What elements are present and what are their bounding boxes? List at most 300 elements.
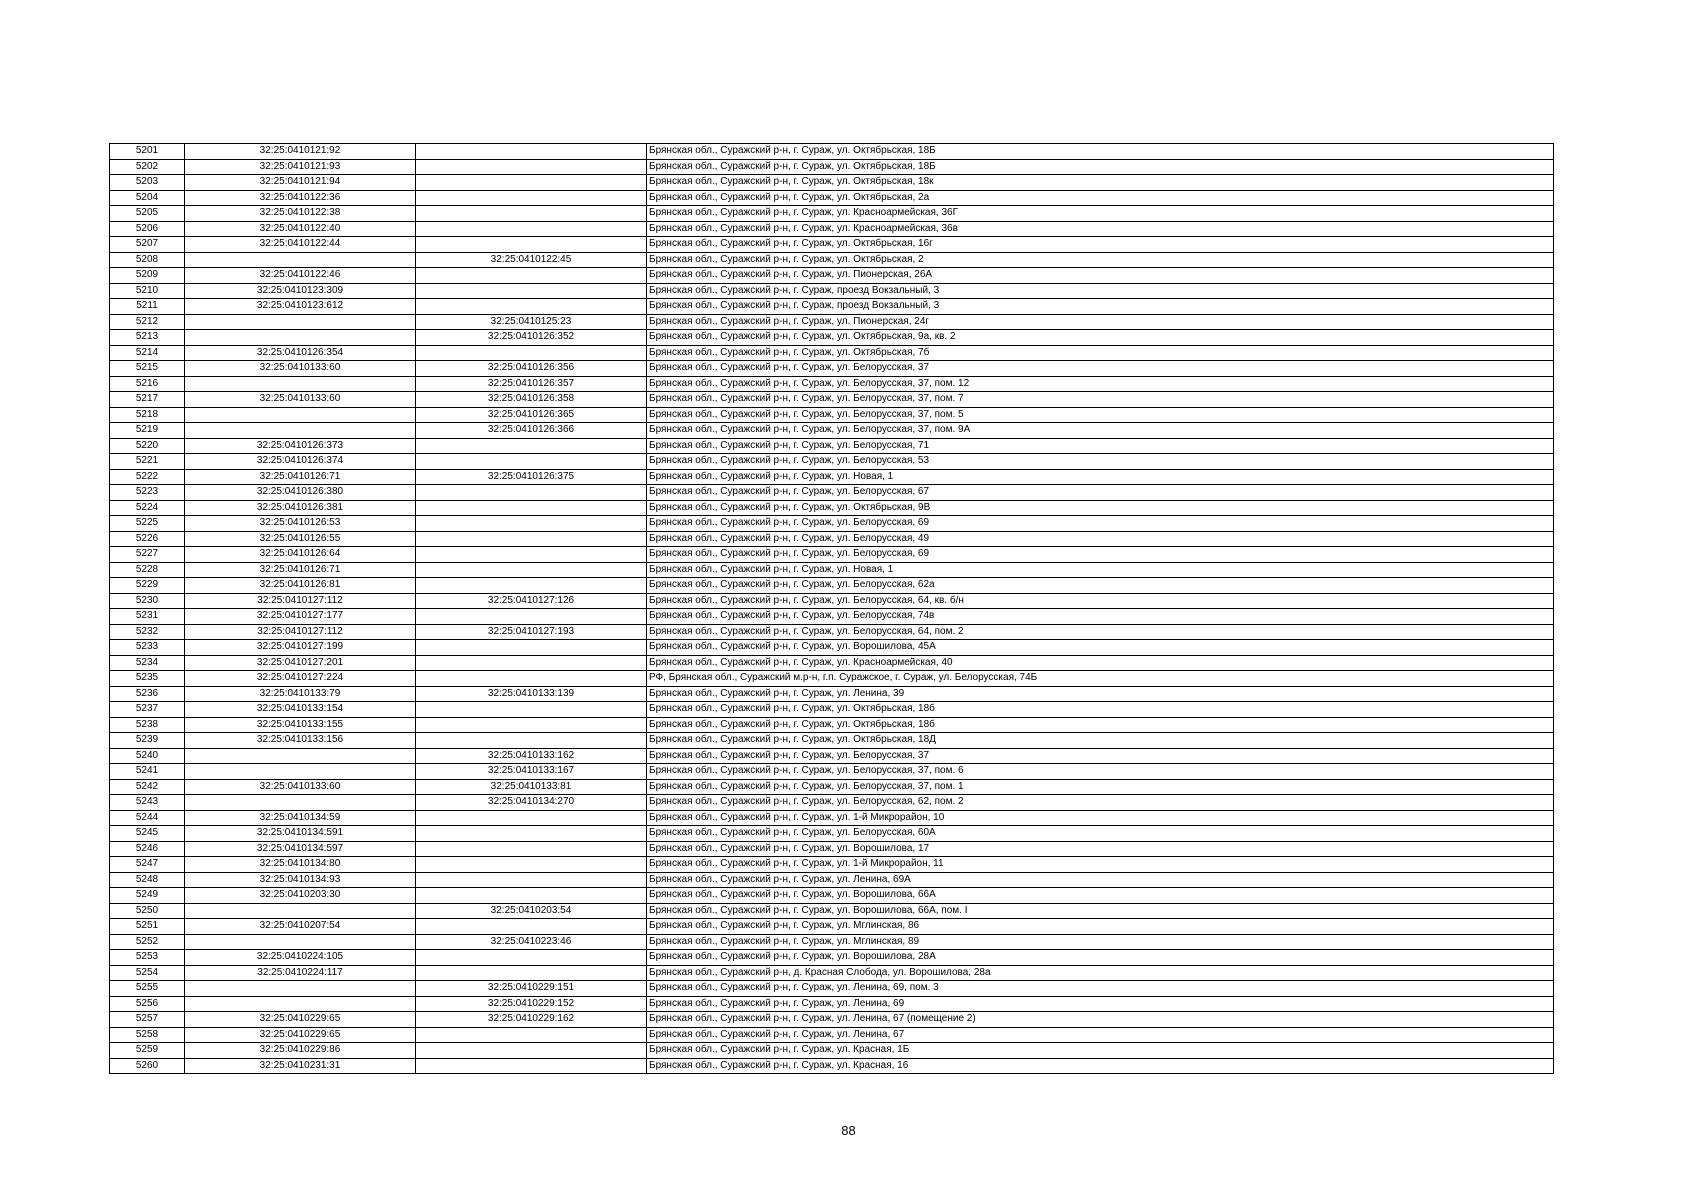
table-row	[110, 733, 1554, 749]
address-cell: Брянская обл., Суражский р-н, г. Сураж, ул. Пионерская, 26А	[647, 268, 1554, 284]
row-number-cell: 5211	[110, 299, 185, 315]
parent-cadastral-number-cell	[416, 345, 647, 361]
cadastral-number-cell: 32:25:0410126:380	[185, 485, 416, 501]
address-cell: Брянская обл., Суражский р-н, г. Сураж, ул. Октябрьская, 9В	[647, 500, 1554, 516]
parent-cadastral-number-cell	[416, 190, 647, 206]
row-number-cell: 5257	[110, 1012, 185, 1028]
table-row	[110, 345, 1554, 361]
cadastral-number-cell: 32:25:0410203:30	[185, 888, 416, 904]
parent-cadastral-number-cell: 32:25:0410125:23	[416, 314, 647, 330]
table-row	[110, 593, 1554, 609]
cadastral-number-cell	[185, 795, 416, 811]
cadastral-number-cell: 32:25:0410224:117	[185, 965, 416, 981]
row-number-cell: 5223	[110, 485, 185, 501]
cadastral-number-cell: 32:25:0410126:55	[185, 531, 416, 547]
row-number-cell: 5225	[110, 516, 185, 532]
cadastral-number-cell: 32:25:0410133:79	[185, 686, 416, 702]
parent-cadastral-number-cell	[416, 516, 647, 532]
address-cell: Брянская обл., Суражский р-н, г. Сураж, ул. Белорусская, 64, кв. б/н	[647, 593, 1554, 609]
row-number-cell: 5236	[110, 686, 185, 702]
address-cell: Брянская обл., Суражский р-н, г. Сураж, ул. Октябрьская, 18б	[647, 717, 1554, 733]
row-number-cell: 5210	[110, 283, 185, 299]
address-cell: Брянская обл., Суражский р-н, г. Сураж, ул. 1-й Микрорайон, 11	[647, 857, 1554, 873]
address-cell: Брянская обл., Суражский р-н, г. Сураж, ул. Новая, 1	[647, 469, 1554, 485]
table-row	[110, 454, 1554, 470]
address-cell: Брянская обл., Суражский р-н, г. Сураж, ул. Белорусская, 37, пом. 1	[647, 779, 1554, 795]
address-cell: Брянская обл., Суражский р-н, г. Сураж, ул. Ленина, 69А	[647, 872, 1554, 888]
row-number-cell: 5254	[110, 965, 185, 981]
cadastral-number-cell	[185, 903, 416, 919]
table-row	[110, 578, 1554, 594]
parent-cadastral-number-cell	[416, 872, 647, 888]
table-row	[110, 919, 1554, 935]
address-cell: Брянская обл., Суражский р-н, г. Сураж, ул. Красноармейская, 40	[647, 655, 1554, 671]
cadastral-number-cell	[185, 314, 416, 330]
parent-cadastral-number-cell	[416, 826, 647, 842]
address-cell: Брянская обл., Суражский р-н, г. Сураж, ул. Пионерская, 24г	[647, 314, 1554, 330]
table-row	[110, 361, 1554, 377]
cadastral-number-cell: 32:25:0410121:93	[185, 159, 416, 175]
row-number-cell: 5224	[110, 500, 185, 516]
address-cell: Брянская обл., Суражский р-н, г. Сураж, ул. Октябрьская, 2а	[647, 190, 1554, 206]
address-cell: Брянская обл., Суражский р-н, г. Сураж, ул. Новая, 1	[647, 562, 1554, 578]
parent-cadastral-number-cell	[416, 438, 647, 454]
parent-cadastral-number-cell	[416, 919, 647, 935]
parent-cadastral-number-cell: 32:25:0410126:366	[416, 423, 647, 439]
table-row	[110, 934, 1554, 950]
parent-cadastral-number-cell	[416, 671, 647, 687]
row-number-cell: 5205	[110, 206, 185, 222]
address-cell: Брянская обл., Суражский р-н, г. Сураж, ул. Ленина, 69	[647, 996, 1554, 1012]
table-row	[110, 810, 1554, 826]
parent-cadastral-number-cell: 32:25:0410133:167	[416, 764, 647, 780]
cadastral-number-cell: 32:25:0410134:591	[185, 826, 416, 842]
parent-cadastral-number-cell: 32:25:0410229:162	[416, 1012, 647, 1028]
table-row	[110, 764, 1554, 780]
address-cell: Брянская обл., Суражский р-н, г. Сураж, ул. Октябрьская, 9а, кв. 2	[647, 330, 1554, 346]
cadastral-number-cell: 32:25:0410229:65	[185, 1027, 416, 1043]
parent-cadastral-number-cell	[416, 1043, 647, 1059]
cadastral-number-cell: 32:25:0410126:64	[185, 547, 416, 563]
table-row	[110, 1012, 1554, 1028]
cadastral-number-cell	[185, 764, 416, 780]
address-cell: Брянская обл., Суражский р-н, г. Сураж, ул. Мглинская, 89	[647, 934, 1554, 950]
address-cell: Брянская обл., Суражский р-н, г. Сураж, ул. Белорусская, 69	[647, 547, 1554, 563]
row-number-cell: 5256	[110, 996, 185, 1012]
row-number-cell: 5215	[110, 361, 185, 377]
table-row	[110, 485, 1554, 501]
row-number-cell: 5259	[110, 1043, 185, 1059]
table-row	[110, 407, 1554, 423]
cadastral-number-cell: 32:25:0410133:60	[185, 392, 416, 408]
row-number-cell: 5227	[110, 547, 185, 563]
parent-cadastral-number-cell: 32:25:0410126:356	[416, 361, 647, 377]
cadastral-number-cell: 32:25:0410133:60	[185, 361, 416, 377]
cadastral-number-cell: 32:25:0410134:59	[185, 810, 416, 826]
parent-cadastral-number-cell	[416, 144, 647, 160]
table-row	[110, 686, 1554, 702]
address-cell: Брянская обл., Суражский р-н, г. Сураж, ул. Красная, 1Б	[647, 1043, 1554, 1059]
cadastral-number-cell: 32:25:0410122:40	[185, 221, 416, 237]
cadastral-number-cell: 32:25:0410207:54	[185, 919, 416, 935]
address-cell: Брянская обл., Суражский р-н, г. Сураж, ул. Ворошилова, 45А	[647, 640, 1554, 656]
row-number-cell: 5231	[110, 609, 185, 625]
address-cell: Брянская обл., Суражский р-н, г. Сураж, проезд Вокзальный, 3	[647, 283, 1554, 299]
cadastral-number-cell: 32:25:0410133:155	[185, 717, 416, 733]
table-row	[110, 609, 1554, 625]
parent-cadastral-number-cell	[416, 159, 647, 175]
row-number-cell: 5209	[110, 268, 185, 284]
row-number-cell: 5212	[110, 314, 185, 330]
row-number-cell: 5239	[110, 733, 185, 749]
table-row	[110, 795, 1554, 811]
parent-cadastral-number-cell	[416, 702, 647, 718]
address-cell: Брянская обл., Суражский р-н, г. Сураж, ул. Белорусская, 69	[647, 516, 1554, 532]
cadastral-number-cell	[185, 934, 416, 950]
row-number-cell: 5252	[110, 934, 185, 950]
row-number-cell: 5203	[110, 175, 185, 191]
row-number-cell: 5221	[110, 454, 185, 470]
row-number-cell: 5207	[110, 237, 185, 253]
parent-cadastral-number-cell: 32:25:0410126:358	[416, 392, 647, 408]
address-cell: Брянская обл., Суражский р-н, г. Сураж, ул. Красноармейская, 36Г	[647, 206, 1554, 222]
address-cell: Брянская обл., Суражский р-н, г. Сураж, ул. Белорусская, 62а	[647, 578, 1554, 594]
cadastral-number-cell: 32:25:0410126:81	[185, 578, 416, 594]
cadastral-number-cell: 32:25:0410127:112	[185, 593, 416, 609]
table-row	[110, 438, 1554, 454]
cadastral-number-cell	[185, 407, 416, 423]
table-row	[110, 314, 1554, 330]
address-cell: Брянская обл., Суражский р-н, г. Сураж, ул. Октябрьская, 18Д	[647, 733, 1554, 749]
cadastral-number-cell: 32:25:0410133:60	[185, 779, 416, 795]
address-cell: Брянская обл., Суражский р-н, г. Сураж, ул. Белорусская, 37	[647, 748, 1554, 764]
parent-cadastral-number-cell	[416, 206, 647, 222]
table-row	[110, 190, 1554, 206]
row-number-cell: 5206	[110, 221, 185, 237]
parent-cadastral-number-cell: 32:25:0410133:81	[416, 779, 647, 795]
address-cell: Брянская обл., Суражский р-н, г. Сураж, ул. Белорусская, 60А	[647, 826, 1554, 842]
table-row	[110, 826, 1554, 842]
page-number: 88	[841, 1123, 856, 1138]
row-number-cell: 5222	[110, 469, 185, 485]
table-row	[110, 702, 1554, 718]
parent-cadastral-number-cell	[416, 547, 647, 563]
cadastral-number-cell: 32:25:0410126:71	[185, 562, 416, 578]
row-number-cell: 5241	[110, 764, 185, 780]
parent-cadastral-number-cell	[416, 609, 647, 625]
parent-cadastral-number-cell	[416, 1058, 647, 1074]
parent-cadastral-number-cell: 32:25:0410134:270	[416, 795, 647, 811]
cadastral-number-cell: 32:25:0410231:31	[185, 1058, 416, 1074]
table-row	[110, 903, 1554, 919]
address-cell: Брянская обл., Суражский р-н, г. Сураж, ул. Ленина, 67	[647, 1027, 1554, 1043]
address-cell: Брянская обл., Суражский р-н, г. Сураж, ул. Белорусская, 71	[647, 438, 1554, 454]
cadastral-number-cell	[185, 330, 416, 346]
table-row	[110, 299, 1554, 315]
address-cell: Брянская обл., Суражский р-н, г. Сураж, ул. Белорусская, 67	[647, 485, 1554, 501]
registry-table	[109, 143, 1554, 1074]
cadastral-number-cell: 32:25:0410127:201	[185, 655, 416, 671]
cadastral-number-cell: 32:25:0410122:44	[185, 237, 416, 253]
address-cell: Брянская обл., Суражский р-н, г. Сураж, ул. Белорусская, 64, пом. 2	[647, 624, 1554, 640]
table-row	[110, 531, 1554, 547]
row-number-cell: 5250	[110, 903, 185, 919]
address-cell: Брянская обл., Суражский р-н, г. Сураж, ул. Красная, 16	[647, 1058, 1554, 1074]
parent-cadastral-number-cell: 32:25:0410126:365	[416, 407, 647, 423]
parent-cadastral-number-cell: 32:25:0410229:152	[416, 996, 647, 1012]
table-row	[110, 423, 1554, 439]
parent-cadastral-number-cell	[416, 531, 647, 547]
row-number-cell: 5201	[110, 144, 185, 160]
cadastral-number-cell: 32:25:0410224:105	[185, 950, 416, 966]
cadastral-number-cell: 32:25:0410123:309	[185, 283, 416, 299]
table-row	[110, 872, 1554, 888]
parent-cadastral-number-cell: 32:25:0410229:151	[416, 981, 647, 997]
row-number-cell: 5245	[110, 826, 185, 842]
table-row	[110, 237, 1554, 253]
cadastral-number-cell	[185, 423, 416, 439]
cadastral-number-cell: 32:25:0410126:374	[185, 454, 416, 470]
table-row	[110, 1027, 1554, 1043]
cadastral-number-cell: 32:25:0410134:93	[185, 872, 416, 888]
row-number-cell: 5260	[110, 1058, 185, 1074]
cadastral-number-cell: 32:25:0410126:71	[185, 469, 416, 485]
row-number-cell: 5216	[110, 376, 185, 392]
parent-cadastral-number-cell	[416, 965, 647, 981]
address-cell: Брянская обл., Суражский р-н, г. Сураж, ул. Октябрьская, 18Б	[647, 159, 1554, 175]
parent-cadastral-number-cell: 32:25:0410127:126	[416, 593, 647, 609]
parent-cadastral-number-cell	[416, 655, 647, 671]
cadastral-number-cell: 32:25:0410126:381	[185, 500, 416, 516]
row-number-cell: 5213	[110, 330, 185, 346]
table-row	[110, 175, 1554, 191]
row-number-cell: 5240	[110, 748, 185, 764]
parent-cadastral-number-cell	[416, 578, 647, 594]
row-number-cell: 5255	[110, 981, 185, 997]
parent-cadastral-number-cell	[416, 841, 647, 857]
cadastral-number-cell: 32:25:0410126:373	[185, 438, 416, 454]
cadastral-number-cell: 32:25:0410122:38	[185, 206, 416, 222]
address-cell: Брянская обл., Суражский р-н, г. Сураж, ул. Ворошилова, 28А	[647, 950, 1554, 966]
table-row	[110, 888, 1554, 904]
address-cell: Брянская обл., Суражский р-н, г. Сураж, проезд Вокзальный, 3	[647, 299, 1554, 315]
table-row	[110, 206, 1554, 222]
table-row	[110, 547, 1554, 563]
row-number-cell: 5246	[110, 841, 185, 857]
parent-cadastral-number-cell: 32:25:0410127:193	[416, 624, 647, 640]
address-cell: Брянская обл., Суражский р-н, г. Сураж, ул. Октябрьская, 18Б	[647, 144, 1554, 160]
parent-cadastral-number-cell: 32:25:0410126:357	[416, 376, 647, 392]
parent-cadastral-number-cell: 32:25:0410223:46	[416, 934, 647, 950]
row-number-cell: 5253	[110, 950, 185, 966]
table-row	[110, 469, 1554, 485]
table-row	[110, 981, 1554, 997]
parent-cadastral-number-cell	[416, 485, 647, 501]
table-row	[110, 562, 1554, 578]
cadastral-number-cell	[185, 748, 416, 764]
address-cell: Брянская обл., Суражский р-н, г. Сураж, ул. Белорусская, 37	[647, 361, 1554, 377]
row-number-cell: 5229	[110, 578, 185, 594]
row-number-cell: 5251	[110, 919, 185, 935]
table-row	[110, 655, 1554, 671]
row-number-cell: 5218	[110, 407, 185, 423]
cadastral-number-cell: 32:25:0410126:354	[185, 345, 416, 361]
parent-cadastral-number-cell	[416, 283, 647, 299]
cadastral-number-cell: 32:25:0410229:86	[185, 1043, 416, 1059]
table-row	[110, 144, 1554, 160]
table-row	[110, 500, 1554, 516]
cadastral-number-cell: 32:25:0410123:612	[185, 299, 416, 315]
cadastral-number-cell: 32:25:0410122:46	[185, 268, 416, 284]
row-number-cell: 5233	[110, 640, 185, 656]
address-cell: Брянская обл., Суражский р-н, г. Сураж, ул. Октябрьская, 7б	[647, 345, 1554, 361]
row-number-cell: 5217	[110, 392, 185, 408]
cadastral-number-cell	[185, 981, 416, 997]
table-row	[110, 950, 1554, 966]
cadastral-number-cell	[185, 376, 416, 392]
address-cell: Брянская обл., Суражский р-н, г. Сураж, ул. Красноармейская, 36в	[647, 221, 1554, 237]
address-cell: Брянская обл., Суражский р-н, г. Сураж, ул. Белорусская, 53	[647, 454, 1554, 470]
parent-cadastral-number-cell: 32:25:0410133:162	[416, 748, 647, 764]
address-cell: Брянская обл., Суражский р-н, г. Сураж, ул. 1-й Микрорайон, 10	[647, 810, 1554, 826]
table-row	[110, 376, 1554, 392]
parent-cadastral-number-cell: 32:25:0410133:139	[416, 686, 647, 702]
parent-cadastral-number-cell	[416, 500, 647, 516]
table-row	[110, 159, 1554, 175]
parent-cadastral-number-cell	[416, 175, 647, 191]
address-cell: Брянская обл., Суражский р-н, г. Сураж, ул. Белорусская, 37, пом. 6	[647, 764, 1554, 780]
row-number-cell: 5249	[110, 888, 185, 904]
cadastral-number-cell	[185, 252, 416, 268]
parent-cadastral-number-cell	[416, 1027, 647, 1043]
row-number-cell: 5247	[110, 857, 185, 873]
address-cell: Брянская обл., Суражский р-н, г. Сураж, ул. Белорусская, 37, пом. 5	[647, 407, 1554, 423]
row-number-cell: 5232	[110, 624, 185, 640]
row-number-cell: 5228	[110, 562, 185, 578]
row-number-cell: 5242	[110, 779, 185, 795]
cadastral-number-cell: 32:25:0410133:156	[185, 733, 416, 749]
cadastral-number-cell: 32:25:0410127:199	[185, 640, 416, 656]
address-cell: Брянская обл., Суражский р-н, г. Сураж, ул. Октябрьская, 18к	[647, 175, 1554, 191]
row-number-cell: 5208	[110, 252, 185, 268]
cadastral-number-cell: 32:25:0410134:80	[185, 857, 416, 873]
address-cell: Брянская обл., Суражский р-н, г. Сураж, ул. Ленина, 39	[647, 686, 1554, 702]
row-number-cell: 5244	[110, 810, 185, 826]
cadastral-number-cell: 32:25:0410122:36	[185, 190, 416, 206]
table-row	[110, 268, 1554, 284]
row-number-cell: 5258	[110, 1027, 185, 1043]
address-cell: Брянская обл., Суражский р-н, д. Красная Слобода, ул. Ворошилова, 28а	[647, 965, 1554, 981]
parent-cadastral-number-cell	[416, 640, 647, 656]
row-number-cell: 5235	[110, 671, 185, 687]
cadastral-number-cell: 32:25:0410127:112	[185, 624, 416, 640]
parent-cadastral-number-cell	[416, 237, 647, 253]
parent-cadastral-number-cell	[416, 299, 647, 315]
cadastral-number-cell: 32:25:0410127:224	[185, 671, 416, 687]
row-number-cell: 5202	[110, 159, 185, 175]
parent-cadastral-number-cell	[416, 950, 647, 966]
address-cell: Брянская обл., Суражский р-н, г. Сураж, ул. Белорусская, 37, пом. 9А	[647, 423, 1554, 439]
row-number-cell: 5237	[110, 702, 185, 718]
table-row	[110, 996, 1554, 1012]
parent-cadastral-number-cell: 32:25:0410203:54	[416, 903, 647, 919]
table-row	[110, 1058, 1554, 1074]
address-cell: Брянская обл., Суражский р-н, г. Сураж, ул. Белорусская, 74в	[647, 609, 1554, 625]
parent-cadastral-number-cell	[416, 268, 647, 284]
address-cell: Брянская обл., Суражский р-н, г. Сураж, ул. Ленина, 69, пом. 3	[647, 981, 1554, 997]
table-row	[110, 841, 1554, 857]
row-number-cell: 5220	[110, 438, 185, 454]
table-row	[110, 671, 1554, 687]
address-cell: Брянская обл., Суражский р-н, г. Сураж, ул. Белорусская, 62, пом. 2	[647, 795, 1554, 811]
table-row	[110, 748, 1554, 764]
address-cell: Брянская обл., Суражский р-н, г. Сураж, ул. Ленина, 67 (помещение 2)	[647, 1012, 1554, 1028]
table-row	[110, 1043, 1554, 1059]
parent-cadastral-number-cell	[416, 562, 647, 578]
parent-cadastral-number-cell: 32:25:0410122:45	[416, 252, 647, 268]
parent-cadastral-number-cell	[416, 888, 647, 904]
cadastral-number-cell: 32:25:0410229:65	[185, 1012, 416, 1028]
parent-cadastral-number-cell	[416, 733, 647, 749]
table-row	[110, 857, 1554, 873]
address-cell: Брянская обл., Суражский р-н, г. Сураж, ул. Ворошилова, 66А	[647, 888, 1554, 904]
row-number-cell: 5230	[110, 593, 185, 609]
parent-cadastral-number-cell	[416, 857, 647, 873]
parent-cadastral-number-cell	[416, 717, 647, 733]
table-row	[110, 640, 1554, 656]
address-cell: Брянская обл., Суражский р-н, г. Сураж, ул. Ворошилова, 17	[647, 841, 1554, 857]
row-number-cell: 5214	[110, 345, 185, 361]
address-cell: Брянская обл., Суражский р-н, г. Сураж, ул. Октябрьская, 16г	[647, 237, 1554, 253]
parent-cadastral-number-cell: 32:25:0410126:375	[416, 469, 647, 485]
table-row	[110, 779, 1554, 795]
table-row	[110, 624, 1554, 640]
table-row	[110, 330, 1554, 346]
address-cell: Брянская обл., Суражский р-н, г. Сураж, ул. Белорусская, 49	[647, 531, 1554, 547]
parent-cadastral-number-cell	[416, 810, 647, 826]
row-number-cell: 5243	[110, 795, 185, 811]
row-number-cell: 5204	[110, 190, 185, 206]
cadastral-number-cell	[185, 996, 416, 1012]
table-row	[110, 252, 1554, 268]
address-cell: Брянская обл., Суражский р-н, г. Сураж, ул. Белорусская, 37, пом. 12	[647, 376, 1554, 392]
table-row	[110, 283, 1554, 299]
parent-cadastral-number-cell	[416, 454, 647, 470]
cadastral-number-cell: 32:25:0410133:154	[185, 702, 416, 718]
cadastral-number-cell: 32:25:0410121:94	[185, 175, 416, 191]
parent-cadastral-number-cell	[416, 221, 647, 237]
cadastral-number-cell: 32:25:0410134:597	[185, 841, 416, 857]
address-cell: Брянская обл., Суражский р-н, г. Сураж, ул. Октябрьская, 2	[647, 252, 1554, 268]
table-row	[110, 221, 1554, 237]
cadastral-number-cell: 32:25:0410121:92	[185, 144, 416, 160]
row-number-cell: 5238	[110, 717, 185, 733]
address-cell: Брянская обл., Суражский р-н, г. Сураж, ул. Мглинская, 86	[647, 919, 1554, 935]
row-number-cell: 5248	[110, 872, 185, 888]
address-cell: Брянская обл., Суражский р-н, г. Сураж, ул. Октябрьская, 18б	[647, 702, 1554, 718]
address-cell: Брянская обл., Суражский р-н, г. Сураж, ул. Ворошилова, 66А, пом. I	[647, 903, 1554, 919]
table-row	[110, 717, 1554, 733]
row-number-cell: 5226	[110, 531, 185, 547]
parent-cadastral-number-cell: 32:25:0410126:352	[416, 330, 647, 346]
cadastral-number-cell: 32:25:0410127:177	[185, 609, 416, 625]
address-cell: РФ, Брянская обл., Суражский м.р-н, г.п. Суражское, г. Сураж, ул. Белорусская, 74Б	[647, 671, 1554, 687]
table-row	[110, 516, 1554, 532]
row-number-cell: 5234	[110, 655, 185, 671]
row-number-cell: 5219	[110, 423, 185, 439]
address-cell: Брянская обл., Суражский р-н, г. Сураж, ул. Белорусская, 37, пом. 7	[647, 392, 1554, 408]
registry-table-body	[110, 144, 1554, 1074]
